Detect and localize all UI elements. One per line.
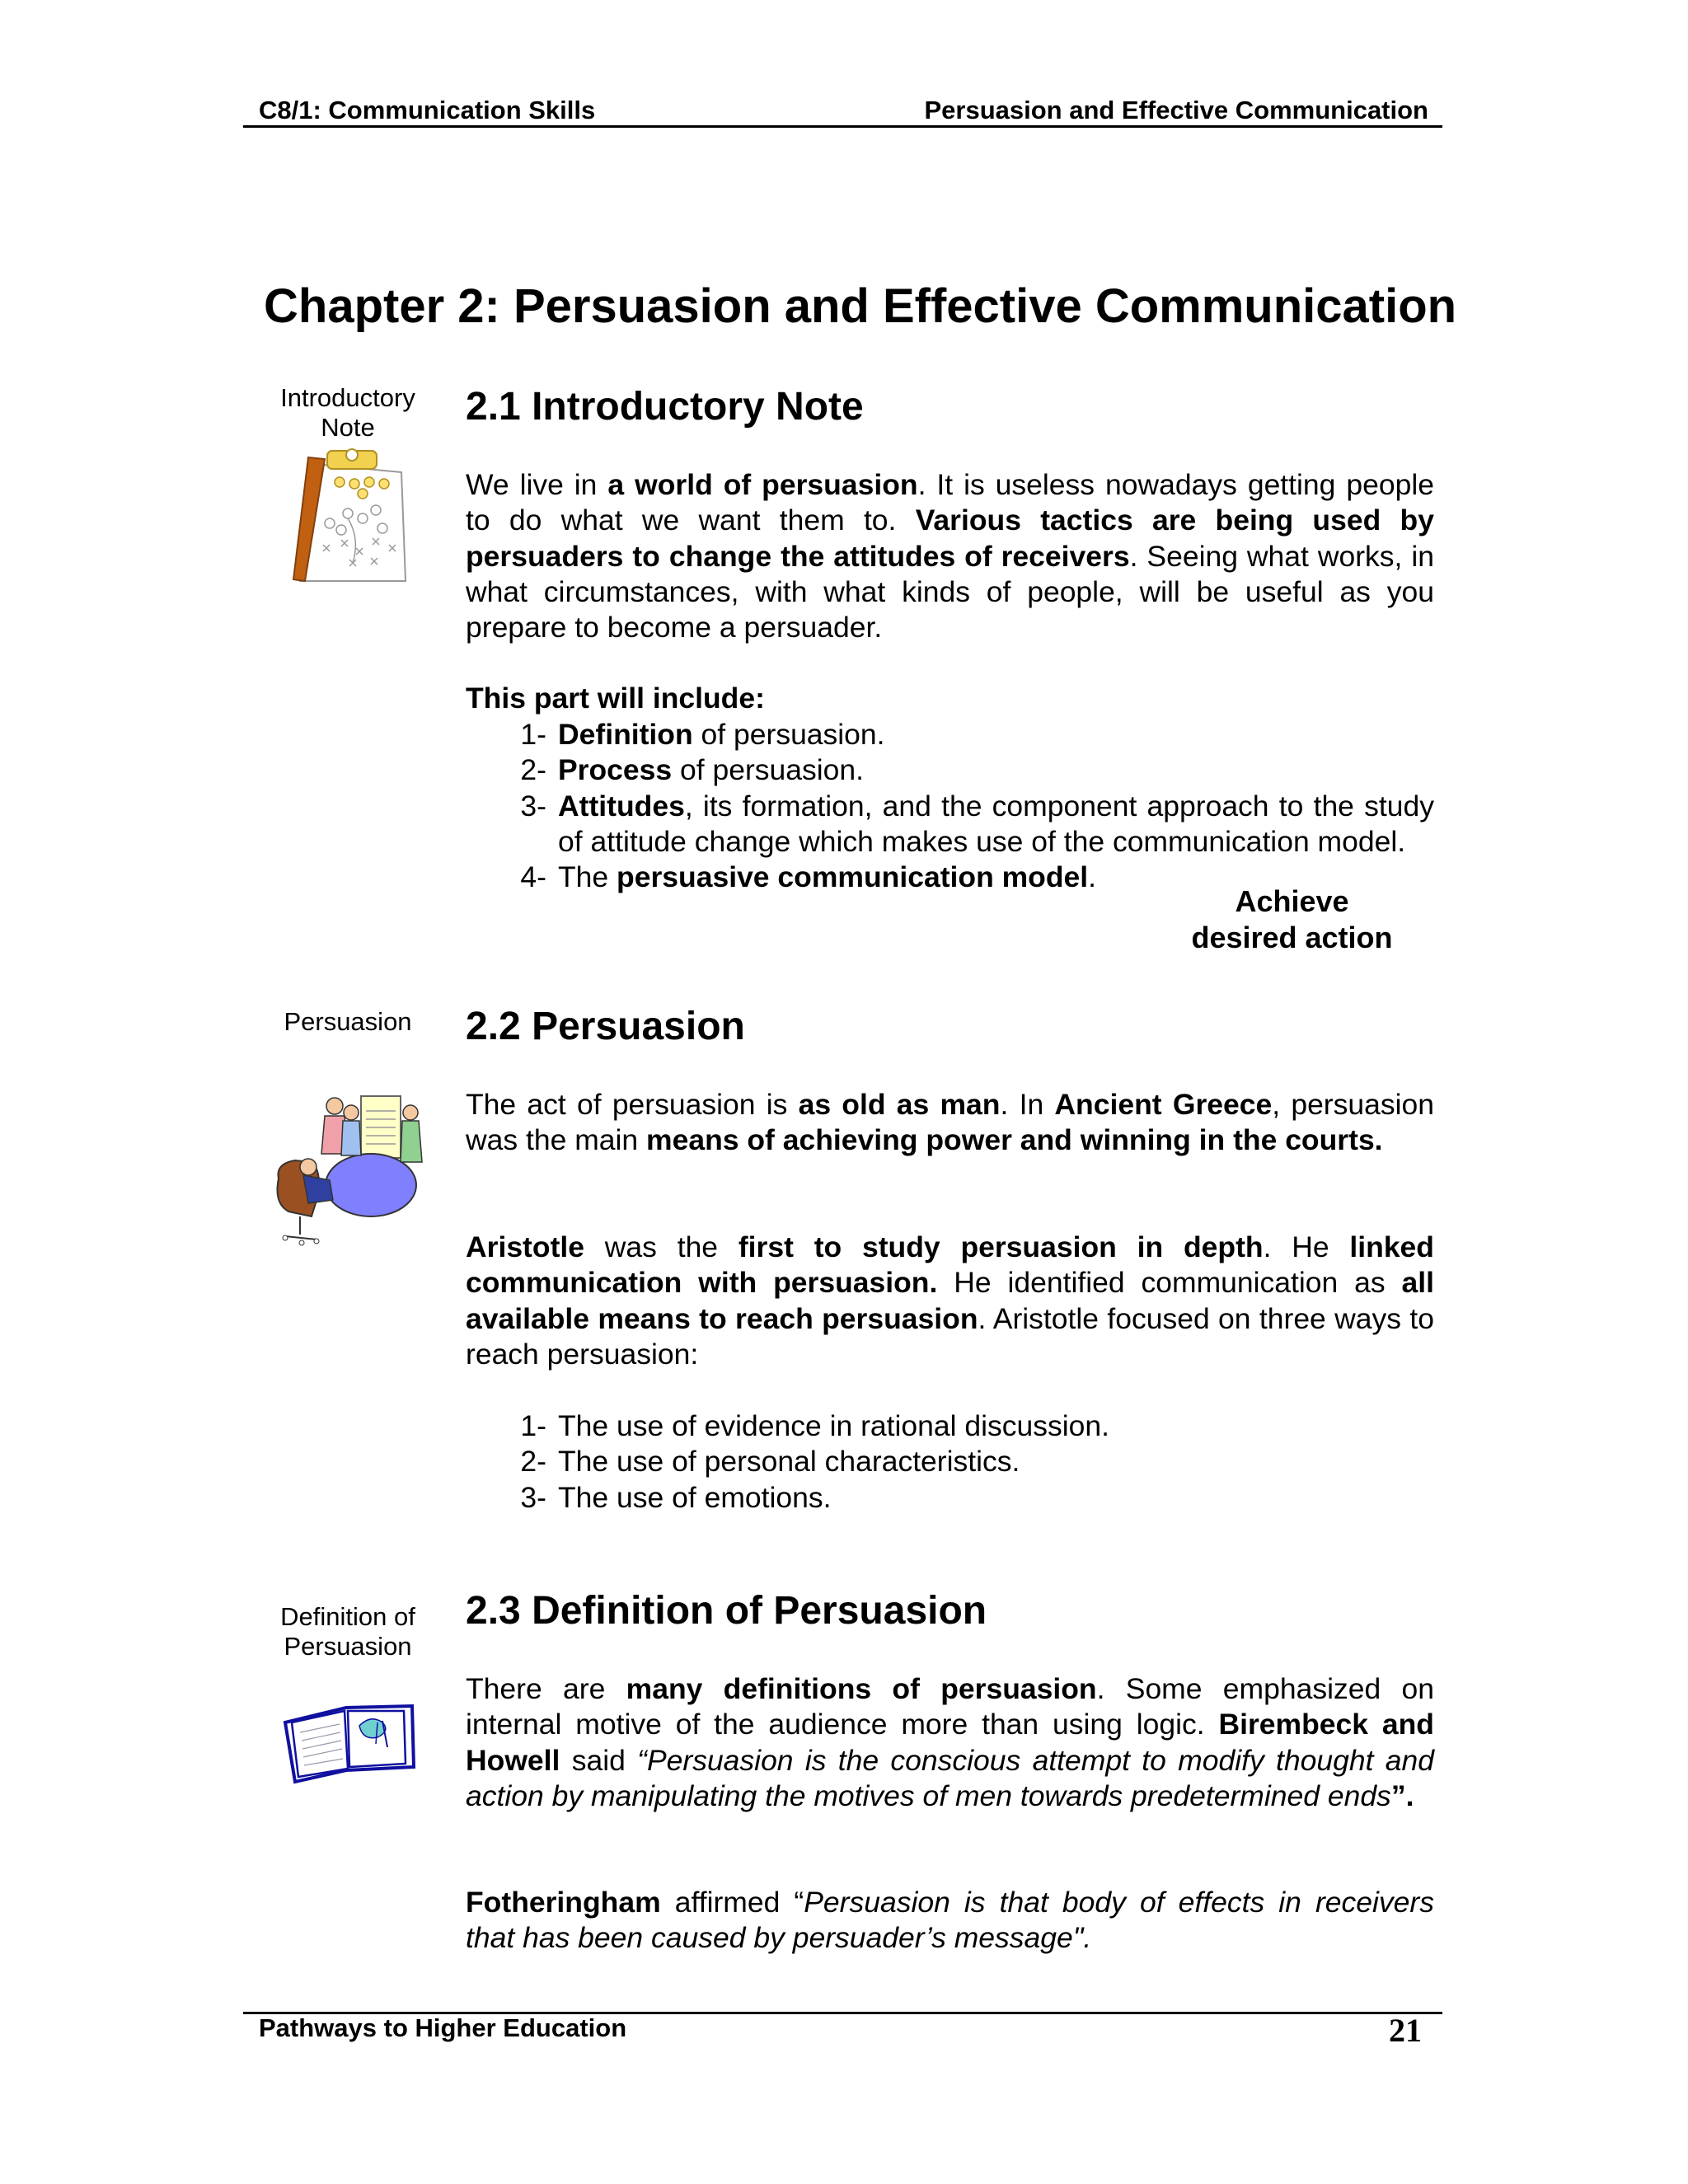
- callout-line: Achieve: [1235, 884, 1349, 918]
- list-item: 1- Definition of persuasion.: [520, 718, 885, 751]
- section-heading-2-2: 2.2 Persuasion: [466, 1005, 745, 1048]
- list-item: 4- The persuasive communication model.: [520, 860, 1097, 894]
- list-item: 1- The use of evidence in rational discussion.: [520, 1409, 1109, 1442]
- callout-line: desired action: [1191, 921, 1393, 954]
- intro-paragraph: We live in a world of persuasion. It is useless nowadays getting people to do what we want them to. Various tactics are being used by persuaders to change the attitudes of receivers. Seeing what works, in what circumstances, with what kinds of people, will be useful as you prepare to become a persuader.: [466, 468, 1434, 644]
- running-header-left: C8/1: Communication Skills: [259, 96, 596, 124]
- clipboard-icon: [290, 448, 410, 583]
- running-header-right: Persuasion and Effective Communication: [924, 96, 1428, 124]
- chapter-title: Chapter 2: Persuasion and Effective Communication: [264, 279, 1457, 333]
- margin-label-intro: [241, 383, 455, 443]
- definition-paragraph-1: There are many definitions of persuasion. Some emphasized on internal motive of the audience more than using logic. Birembeck and Howell said “Persuasion is the conscious attempt to modify thought and action by manipulating the motives of men towards predetermined ends”.: [466, 1672, 1434, 1812]
- section-heading-2-3: 2.3 Definition of Persuasion: [466, 1589, 987, 1633]
- open-book-icon: [280, 1690, 416, 1784]
- list-item: 2- Process of persuasion.: [520, 753, 865, 787]
- margin-label-definition: [241, 1602, 455, 1661]
- definition-paragraph-2: Fotheringham affirmed “Persuasion is that body of effects in receivers that has been caused by persuader’s message".: [466, 1886, 1434, 1955]
- section-heading-2-1: 2.1 Introductory Note: [466, 385, 864, 429]
- margin-label-line: Introductory: [280, 383, 415, 412]
- header-rule: [243, 125, 1442, 128]
- achieve-desired-action-callout: [1158, 883, 1426, 956]
- include-heading: This part will include:: [466, 682, 765, 715]
- margin-label-line: Persuasion: [284, 1632, 412, 1661]
- include-list: [466, 717, 1434, 895]
- aristotle-ways-list: [466, 1408, 1434, 1516]
- footer-title: Pathways to Higher Education: [259, 2013, 627, 2042]
- margin-label-line: Note: [321, 413, 375, 442]
- list-item: 2- The use of personal characteristics.: [520, 1445, 1020, 1479]
- meeting-presentation-icon: [270, 1088, 427, 1249]
- list-item: 3- The use of emotions.: [520, 1480, 832, 1514]
- list-item: 3- Attitudes, its formation, and the component approach to the study of attitude change which makes use of the communication model.: [520, 789, 1434, 858]
- margin-label-persuasion: Persuasion: [284, 1007, 412, 1036]
- persuasion-paragraph-2: Aristotle was the first to study persuasion in depth. He linked communication with persuasion. He identified communication as all available means to reach persuasion. Aristotle focused on three ways to reach persuasion:: [466, 1230, 1435, 1371]
- margin-label-line: Definition of: [280, 1602, 415, 1631]
- persuasion-paragraph-1: The act of persuasion is as old as man. In Ancient Greece, persuasion was the main means of achieving power and winning in the courts.: [466, 1088, 1434, 1157]
- page-number: 21: [1389, 2012, 1422, 2049]
